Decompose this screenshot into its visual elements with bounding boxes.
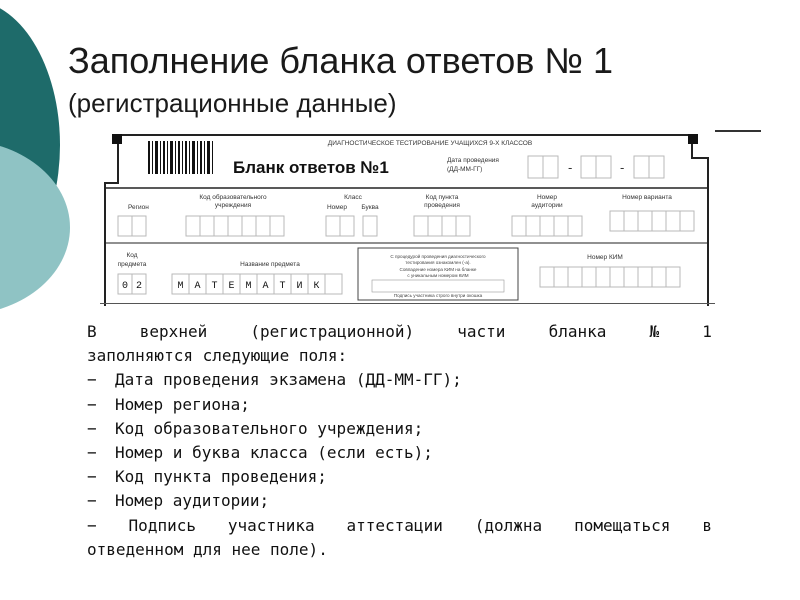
auditorium-label: аудитории [531, 202, 563, 209]
subject-name-letters [177, 281, 319, 292]
school-code-label: учреждения [214, 202, 252, 209]
word: верхней [139, 322, 208, 341]
instructions-list [87, 368, 712, 513]
decorative-circle-light [0, 140, 70, 315]
list-bullet: − [87, 394, 97, 414]
list-item [87, 368, 712, 392]
word: № [649, 322, 660, 341]
list-bullet: − [87, 370, 97, 390]
list-item [87, 514, 712, 538]
list-bullet: − [87, 491, 97, 511]
auditorium-label: Номер [536, 194, 558, 201]
slide-subtitle: (регистрационные данные) [68, 88, 397, 118]
subject-name-letter: Т [211, 281, 218, 292]
subject-name-letter: А [262, 281, 269, 292]
svg-text:Совпадение номера КИМ на бланк: Совпадение номера КИМ на бланке [399, 267, 477, 272]
sheet-title: Бланк ответов №1 [233, 158, 389, 177]
list-bullet: − [87, 418, 97, 438]
date-format-label: (ДД-ММ-ГГ) [447, 166, 483, 173]
class-number-label: Номер [326, 204, 348, 211]
subject-name-letter: М [177, 281, 184, 292]
kim-number-label: Номер КИМ [587, 254, 623, 261]
word: Подпись [128, 515, 196, 535]
list-item [87, 441, 712, 465]
instructions-intro-line [87, 320, 712, 344]
svg-text:С процедурой проведения диагно: С процедурой проведения диагностического [390, 254, 486, 259]
date-separator: - [620, 160, 625, 175]
subject-name-box [325, 274, 342, 294]
instructions-text [87, 320, 712, 562]
subject-name-letter: М [245, 281, 252, 292]
word: бланка [548, 322, 607, 341]
list-item-text: Код пункта проведения; [115, 467, 327, 487]
date-label: Дата проведения [447, 157, 499, 164]
word: помещаться [574, 515, 671, 535]
sheet-header: ДИАГНОСТИЧЕСКОЕ ТЕСТИРОВАНИЕ УЧАЩИХСЯ 9-Х КЛАССОВ [327, 140, 533, 147]
date-separator: - [568, 160, 573, 175]
word: (регистрационной) [250, 322, 415, 341]
list-bullet: − [87, 443, 97, 463]
corner-marker-right [688, 134, 698, 144]
class-label: Класс [344, 194, 362, 201]
word: (должна [474, 515, 543, 535]
svg-text:тестирования ознакомлен (-а).: тестирования ознакомлен (-а). [405, 260, 471, 265]
divider [715, 130, 761, 132]
list-item-text: Код образовательного учреждения; [115, 418, 424, 438]
word: части [457, 322, 506, 341]
subject-name-letter: Т [279, 281, 286, 292]
exam-point-label: проведения [424, 202, 460, 209]
word: В [87, 322, 97, 341]
subject-name-letter: Е [228, 281, 235, 292]
subject-name-letter: К [313, 281, 320, 292]
barcode-icon [148, 141, 213, 174]
subject-name-letter: А [194, 281, 201, 292]
list-item-text: Номер и буква класса (если есть); [115, 443, 433, 463]
sheet-crop-line [100, 303, 715, 304]
class-letter-label: Буква [361, 204, 379, 211]
region-label: Регион [128, 204, 149, 211]
answer-sheet-drawing [100, 128, 715, 306]
list-item [87, 465, 712, 489]
instructions-intro-line: заполняются следующие поля: [87, 346, 348, 366]
corner-marker-left [112, 134, 122, 144]
word: 1 [702, 322, 712, 341]
subject-code-digit: 2 [135, 281, 143, 292]
list-item [87, 417, 712, 441]
kim-number-boxes [540, 267, 680, 287]
variant-number-label: Номер варианта [622, 194, 672, 201]
answer-sheet-image [100, 128, 715, 306]
list-item-text: Номер аудитории; [115, 491, 270, 511]
word: участника [227, 515, 315, 535]
subject-name-letter: И [296, 281, 303, 292]
exam-point-label: Код пункта [425, 194, 459, 201]
signature-label: Подпись участника строго внутри окошка [393, 293, 483, 298]
list-item [87, 489, 712, 513]
school-code-label: Код образовательного [199, 194, 267, 201]
registration-boxes [118, 211, 694, 236]
subject-name-label: Название предмета [240, 261, 300, 268]
slide-title: Заполнение бланка ответов № 1 [68, 40, 614, 81]
list-item-text: Номер региона; [115, 394, 250, 414]
word: в [702, 515, 712, 535]
list-item-text: Дата проведения экзамена (ДД-ММ-ГГ); [115, 370, 462, 390]
list-item [87, 393, 712, 417]
list-bullet: − [87, 467, 97, 487]
list-bullet: − [87, 515, 97, 535]
list-item-continuation: отведенном для нее поле). [87, 539, 328, 559]
subject-code-label: предмета [117, 261, 147, 268]
subject-code-digit: 0 [121, 281, 129, 292]
subject-code-label: Код [126, 252, 138, 259]
word: аттестации [346, 515, 443, 535]
svg-text:с уникальным номером КИМ: с уникальным номером КИМ [407, 273, 469, 278]
date-boxes [528, 156, 664, 178]
